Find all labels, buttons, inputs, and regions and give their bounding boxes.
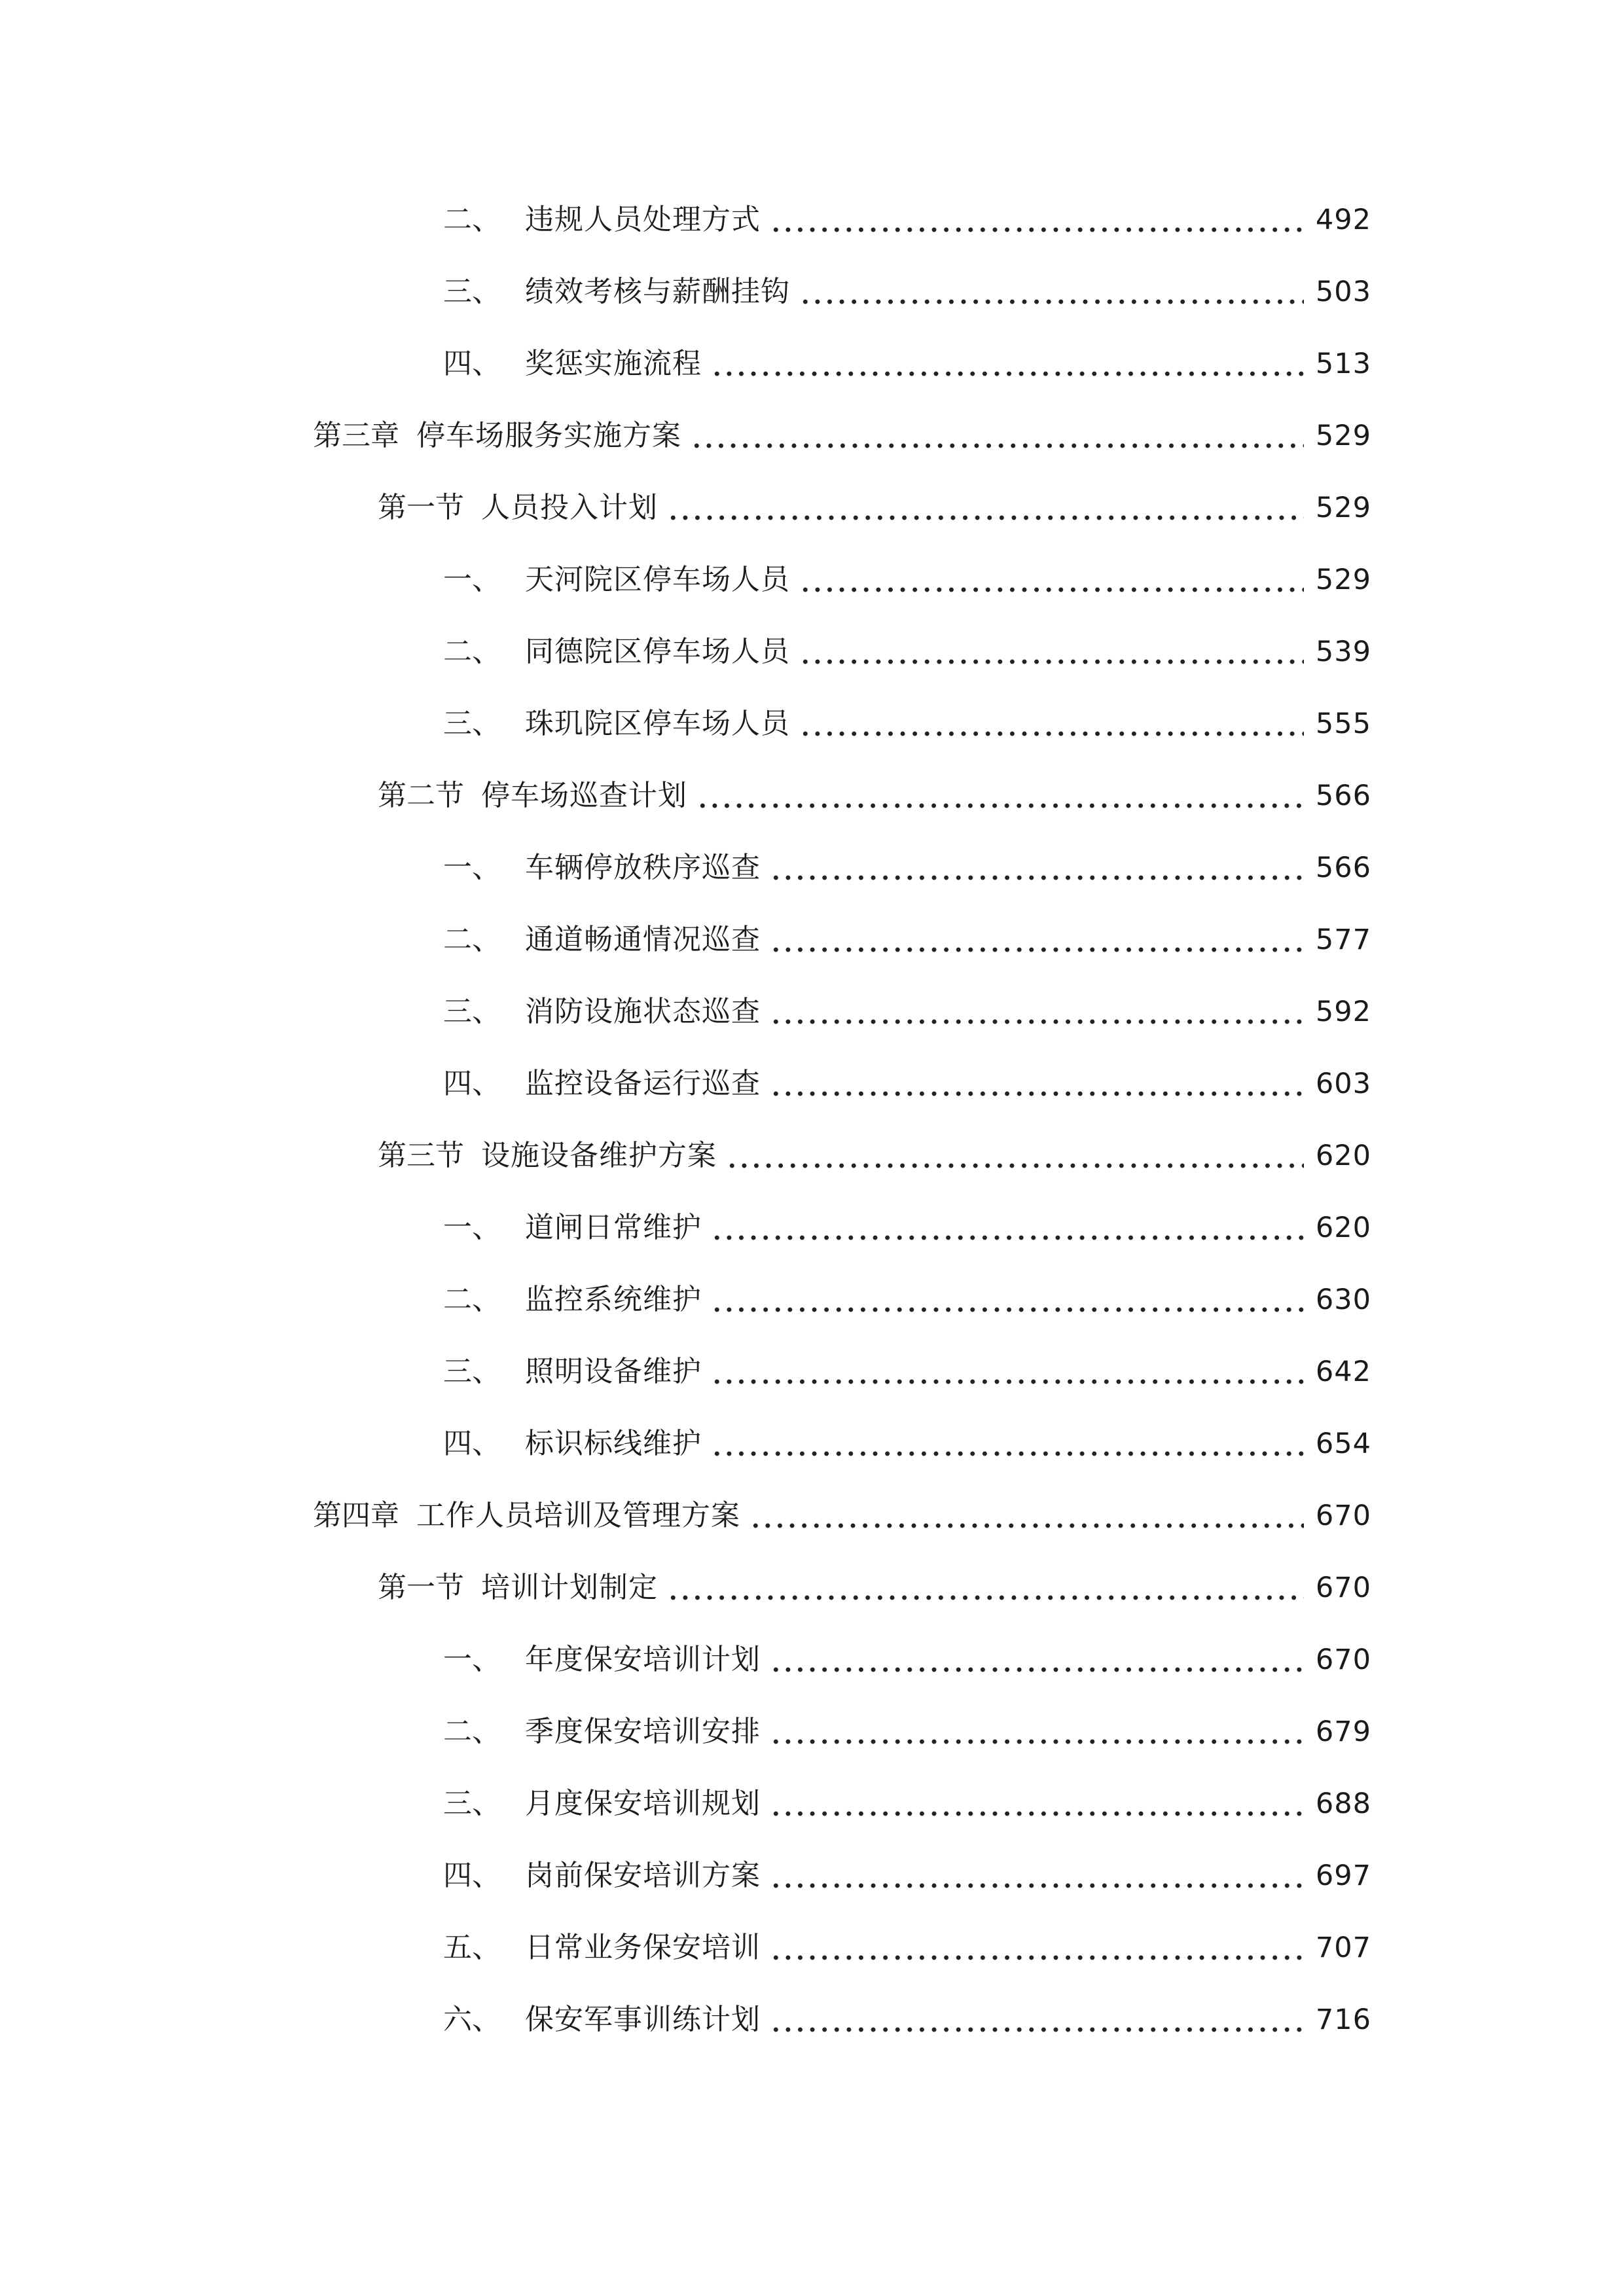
toc-entry-number: 三、: [443, 1355, 501, 1388]
toc-section-number: 第一节: [378, 1571, 464, 1604]
toc-entry[interactable]: [0, 1840, 1624, 1912]
toc-entry-title: 照明设备维护: [525, 1355, 702, 1388]
toc-entry[interactable]: [0, 1696, 1624, 1768]
toc-entry-label: [443, 1717, 761, 1746]
toc-section-number: 第一节: [378, 491, 464, 524]
toc-entry-number: 四、: [443, 347, 501, 380]
dot-leader: [799, 278, 1304, 306]
toc-entry-number: 二、: [443, 635, 501, 668]
toc-entry-label: [378, 1141, 717, 1170]
dot-leader: [770, 1789, 1304, 1818]
toc-page-number: 603: [1315, 1067, 1371, 1100]
toc-section-number: 第三节: [378, 1139, 464, 1172]
toc-entry[interactable]: [0, 1624, 1624, 1696]
toc-page-number: 670: [1315, 1643, 1371, 1676]
toc-entry-number: 二、: [443, 1715, 501, 1748]
toc-entry-label: [443, 1429, 702, 1458]
dot-leader: [667, 1573, 1304, 1602]
dot-leader: [799, 709, 1304, 738]
toc-page-number: 679: [1315, 1715, 1371, 1748]
toc-chapter-number: 第四章: [313, 1499, 399, 1532]
toc-entry-number: 三、: [443, 707, 501, 740]
toc-page-number: 503: [1315, 275, 1371, 308]
toc-entry-title: 标识标线维护: [525, 1427, 702, 1460]
dot-leader: [711, 1429, 1304, 1458]
dot-leader: [770, 2005, 1304, 2034]
toc-entry-title: 道闸日常维护: [525, 1211, 702, 1244]
toc-entry-title: 天河院区停车场人员: [525, 563, 790, 596]
toc-page-number: 630: [1315, 1283, 1371, 1316]
toc-page-number: 592: [1315, 995, 1371, 1028]
toc-section-title: 停车场巡查计划: [481, 779, 687, 812]
dot-leader: [770, 1861, 1304, 1890]
toc-entry-title: 绩效考核与薪酬挂钩: [525, 275, 790, 308]
toc-entry-number: 五、: [443, 1931, 501, 1964]
toc-chapter-title: 工作人员培训及管理方案: [416, 1499, 740, 1532]
toc-entry-title: 消防设施状态巡查: [525, 995, 761, 1028]
toc-entry[interactable]: [0, 1408, 1624, 1480]
toc-entry-title: 监控系统维护: [525, 1283, 702, 1316]
toc-page-number: 529: [1315, 491, 1371, 524]
dot-leader: [726, 1141, 1304, 1170]
toc-entry[interactable]: [0, 1336, 1624, 1408]
toc-page-number: 529: [1315, 419, 1371, 452]
toc-entry-label: [443, 1213, 702, 1242]
toc-page-number: 529: [1315, 563, 1371, 596]
toc-section-title: 设施设备维护方案: [481, 1139, 717, 1172]
toc-entry-title: 同德院区停车场人员: [525, 635, 790, 668]
toc-entry-label: [378, 781, 687, 810]
toc-entry-number: 二、: [443, 1283, 501, 1316]
toc-entry-title: 违规人员处理方式: [525, 203, 761, 236]
dot-leader: [770, 1717, 1304, 1746]
toc-page-number: 620: [1315, 1211, 1371, 1244]
toc-entry[interactable]: [0, 1912, 1624, 1984]
toc-section[interactable]: [0, 1120, 1624, 1192]
toc-entry-number: 三、: [443, 995, 501, 1028]
dot-leader: [799, 565, 1304, 594]
toc-entry-title: 月度保安培训规划: [525, 1787, 761, 1820]
toc-entry-label: [443, 1789, 761, 1818]
toc-entry-label: [378, 1573, 658, 1602]
dot-leader: [711, 350, 1304, 378]
toc-entry-number: 四、: [443, 1067, 501, 1100]
toc-entry-number: 一、: [443, 563, 501, 596]
toc-entry[interactable]: [0, 1264, 1624, 1336]
toc-entry-label: [443, 203, 761, 236]
dot-leader: [711, 1285, 1304, 1314]
toc-entry-title: 通道畅通情况巡查: [525, 923, 761, 956]
toc-entry-label: [443, 997, 761, 1026]
dot-leader: [749, 1501, 1304, 1530]
dot-leader: [770, 925, 1304, 954]
toc-entry[interactable]: [0, 1984, 1624, 2056]
toc-entry-label: [378, 493, 658, 522]
toc-page-number: 566: [1315, 779, 1371, 812]
toc-entry-title: 保安军事训练计划: [525, 2003, 761, 2036]
toc-page-number: 492: [1315, 203, 1371, 236]
toc-entry-number: 四、: [443, 1427, 501, 1460]
toc-chapter[interactable]: [0, 1480, 1624, 1552]
dot-leader: [711, 1213, 1304, 1242]
toc-entry-title: 年度保安培训计划: [525, 1643, 761, 1676]
toc-page-number: 513: [1315, 347, 1371, 380]
toc-entry-number: 三、: [443, 275, 501, 308]
toc-entry-number: 一、: [443, 1643, 501, 1676]
toc-entry[interactable]: [0, 1048, 1624, 1120]
toc-chapter-title: 停车场服务实施方案: [416, 419, 681, 452]
toc-entry-number: 六、: [443, 2003, 501, 2036]
dot-leader: [711, 1357, 1304, 1386]
toc-entry-label: [443, 925, 761, 954]
toc-entry-label: [443, 347, 702, 380]
toc-entry-title: 监控设备运行巡查: [525, 1067, 761, 1100]
dot-leader: [770, 206, 1304, 234]
toc-entry-title: 珠玑院区停车场人员: [525, 707, 790, 740]
toc-entry-title: 岗前保安培训方案: [525, 1859, 761, 1892]
toc-entry-title: 奖惩实施流程: [525, 347, 702, 380]
toc-entry-title: 季度保安培训安排: [525, 1715, 761, 1748]
table-of-contents: [0, 184, 1624, 2056]
toc-entry[interactable]: [0, 616, 1624, 688]
toc-entry[interactable]: [0, 976, 1624, 1048]
dot-leader: [770, 1645, 1304, 1674]
toc-entry-number: 一、: [443, 1211, 501, 1244]
toc-entry-label: [443, 853, 761, 882]
toc-entry-label: [443, 275, 790, 308]
toc-page-number: 642: [1315, 1355, 1371, 1388]
toc-entry-label: [443, 1645, 761, 1674]
toc-entry[interactable]: [0, 328, 1624, 400]
toc-section[interactable]: [0, 1552, 1624, 1624]
toc-page-number: 697: [1315, 1859, 1371, 1892]
toc-entry[interactable]: [0, 1768, 1624, 1840]
toc-entry-label: [443, 1933, 761, 1962]
toc-page-number: 555: [1315, 707, 1371, 740]
toc-entry[interactable]: [0, 904, 1624, 976]
toc-entry-label: [443, 1357, 702, 1386]
dot-leader: [770, 997, 1304, 1026]
toc-entry-title: 车辆停放秩序巡查: [525, 851, 761, 884]
toc-entry-label: [313, 419, 681, 452]
toc-page-number: 577: [1315, 923, 1371, 956]
toc-section[interactable]: [0, 760, 1624, 832]
toc-section[interactable]: [0, 472, 1624, 544]
toc-entry-title: 日常业务保安培训: [525, 1931, 761, 1964]
dot-leader: [770, 1933, 1304, 1962]
toc-entry-number: 二、: [443, 923, 501, 956]
toc-page-number: 670: [1315, 1571, 1371, 1604]
toc-page-number: 716: [1315, 2003, 1371, 2036]
toc-entry-label: [443, 1861, 761, 1890]
dot-leader: [799, 637, 1304, 666]
toc-entry-number: 二、: [443, 203, 501, 236]
toc-page-number: 566: [1315, 851, 1371, 884]
toc-entry[interactable]: [0, 832, 1624, 904]
dot-leader: [696, 781, 1304, 810]
toc-entry-number: 三、: [443, 1787, 501, 1820]
toc-entry-label: [443, 637, 790, 666]
toc-entry-label: [313, 1501, 740, 1530]
toc-entry-label: [443, 565, 790, 594]
toc-page-number: 620: [1315, 1139, 1371, 1172]
toc-entry-label: [443, 709, 790, 738]
toc-page-number: 539: [1315, 635, 1371, 668]
toc-section-title: 培训计划制定: [481, 1571, 658, 1604]
toc-page-number: 670: [1315, 1499, 1371, 1532]
toc-chapter[interactable]: [0, 400, 1624, 472]
dot-leader: [691, 422, 1304, 450]
toc-entry[interactable]: [0, 184, 1624, 256]
toc-chapter-number: 第三章: [313, 419, 399, 452]
toc-page-number: 654: [1315, 1427, 1371, 1460]
toc-entry[interactable]: [0, 544, 1624, 616]
toc-entry-label: [443, 1285, 702, 1314]
toc-entry-label: [443, 2005, 761, 2034]
toc-entry-label: [443, 1069, 761, 1098]
toc-entry-number: 四、: [443, 1859, 501, 1892]
dot-leader: [667, 493, 1304, 522]
toc-page-number: 707: [1315, 1931, 1371, 1964]
dot-leader: [770, 853, 1304, 882]
toc-entry[interactable]: [0, 256, 1624, 328]
toc-entry-number: 一、: [443, 851, 501, 884]
toc-section-number: 第二节: [378, 779, 464, 812]
toc-entry[interactable]: [0, 1192, 1624, 1264]
toc-section-title: 人员投入计划: [481, 491, 658, 524]
toc-entry[interactable]: [0, 688, 1624, 760]
dot-leader: [770, 1069, 1304, 1098]
toc-page-number: 688: [1315, 1787, 1371, 1820]
